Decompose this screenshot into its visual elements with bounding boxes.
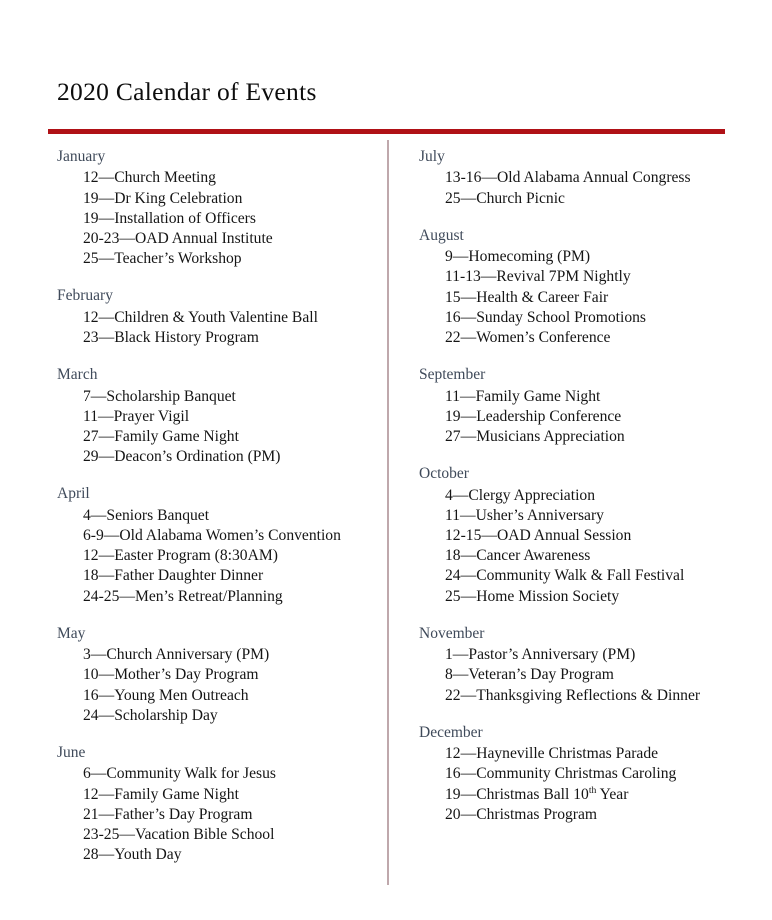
month-block (419, 624, 749, 706)
event-item: 11—Usher’s Anniversary (445, 506, 604, 524)
month-block (57, 365, 382, 467)
month-heading: June (57, 744, 86, 762)
event-item: 12-15—OAD Annual Session (445, 527, 632, 545)
event-item: 12—Easter Program (8:30AM) (83, 547, 278, 565)
event-item: 10—Mother’s Day Program (83, 666, 259, 684)
event-item: 20-23—OAD Annual Institute (83, 230, 273, 248)
event-item: 24—Scholarship Day (83, 706, 218, 724)
event-item: 24—Community Walk & Fall Festival (445, 567, 685, 585)
event-list (57, 168, 382, 269)
event-list (419, 387, 749, 448)
event-list (419, 168, 749, 208)
month-block (419, 365, 749, 447)
event-list (419, 247, 749, 348)
page-title: 2020 Calendar of Events (57, 77, 317, 106)
event-list (57, 506, 382, 607)
event-item: 25—Home Mission Society (445, 587, 620, 605)
event-item: 11—Prayer Vigil (83, 407, 190, 425)
month-heading: February (57, 287, 113, 305)
event-item: 19—Installation of Officers (83, 209, 256, 227)
event-item: 8—Veteran’s Day Program (445, 666, 614, 684)
ordinal-superscript: th (588, 784, 597, 796)
month-heading: November (419, 624, 485, 642)
month-heading: September (419, 366, 486, 384)
event-item: 23—Black History Program (83, 329, 259, 347)
column-divider (387, 140, 389, 885)
event-item: 4—Seniors Banquet (83, 506, 210, 524)
month-heading: April (57, 485, 90, 503)
month-block (57, 624, 382, 726)
event-item: 16—Young Men Outreach (83, 686, 249, 704)
event-item: 16—Sunday School Promotions (445, 308, 646, 326)
event-item: 11-13—Revival 7PM Nightly (445, 268, 631, 286)
event-item: 6—Community Walk for Jesus (83, 765, 276, 783)
month-heading: August (419, 226, 464, 244)
month-block (57, 484, 382, 606)
event-item: 21—Father’s Day Program (83, 805, 253, 823)
event-item: 12—Children & Youth Valentine Ball (83, 308, 318, 326)
month-block (419, 723, 749, 825)
calendar-column-right (419, 147, 749, 842)
event-item: 15—Health & Career Fair (445, 288, 609, 306)
event-item: 18—Father Daughter Dinner (83, 567, 264, 585)
event-item: 23-25—Vacation Bible School (83, 826, 275, 844)
event-item: 24-25—Men’s Retreat/Planning (83, 587, 283, 605)
month-heading: October (419, 465, 469, 483)
event-item: 19—Dr King Celebration (83, 189, 243, 207)
event-item: 25—Teacher’s Workshop (83, 250, 242, 268)
month-block (419, 147, 749, 209)
event-item: 6-9—Old Alabama Women’s Convention (83, 527, 341, 545)
event-list (419, 486, 749, 607)
event-item: 16—Community Christmas Caroling (445, 765, 677, 783)
event-item: 7—Scholarship Banquet (83, 387, 236, 405)
event-item: 1—Pastor’s Anniversary (PM) (445, 646, 636, 664)
month-block (419, 464, 749, 607)
event-item: 12—Family Game Night (83, 785, 239, 803)
month-heading: May (57, 624, 86, 642)
event-item: 22—Women’s Conference (445, 329, 611, 347)
event-item: 4—Clergy Appreciation (445, 486, 595, 504)
event-item: 18—Cancer Awareness (445, 547, 591, 565)
event-list (57, 387, 382, 468)
event-item: 25—Church Picnic (445, 189, 565, 207)
event-item: 12—Church Meeting (83, 169, 216, 187)
event-item: 27—Family Game Night (83, 428, 239, 446)
title-accent-rule (48, 129, 725, 134)
event-list (57, 764, 382, 865)
month-heading: December (419, 723, 483, 741)
event-list (57, 645, 382, 726)
event-item: 12—Hayneville Christmas Parade (445, 745, 659, 763)
month-heading: March (57, 366, 98, 384)
event-item: 29—Deacon’s Ordination (PM) (83, 448, 281, 466)
event-item: 20—Christmas Program (445, 805, 598, 823)
event-item: 27—Musicians Appreciation (445, 428, 625, 446)
event-item: 3—Church Anniversary (PM) (83, 646, 270, 664)
event-list (419, 744, 749, 825)
calendar-column-left (57, 147, 382, 882)
event-item: 19—Leadership Conference (445, 407, 622, 425)
month-block (57, 743, 382, 865)
event-item: 19—Christmas Ball 10th Year (445, 784, 629, 803)
month-heading: July (419, 148, 445, 165)
event-item: 9—Homecoming (PM) (445, 248, 591, 266)
event-item: 28—Youth Day (83, 846, 182, 864)
event-list (57, 308, 382, 348)
event-item: 22—Thanksgiving Reflections & Dinner (445, 686, 701, 704)
month-block (57, 147, 382, 269)
event-list (419, 645, 749, 706)
month-heading: January (57, 148, 106, 165)
month-block (57, 286, 382, 348)
month-block (419, 226, 749, 348)
event-item: 11—Family Game Night (445, 387, 601, 405)
event-item: 13-16—Old Alabama Annual Congress (445, 169, 691, 187)
